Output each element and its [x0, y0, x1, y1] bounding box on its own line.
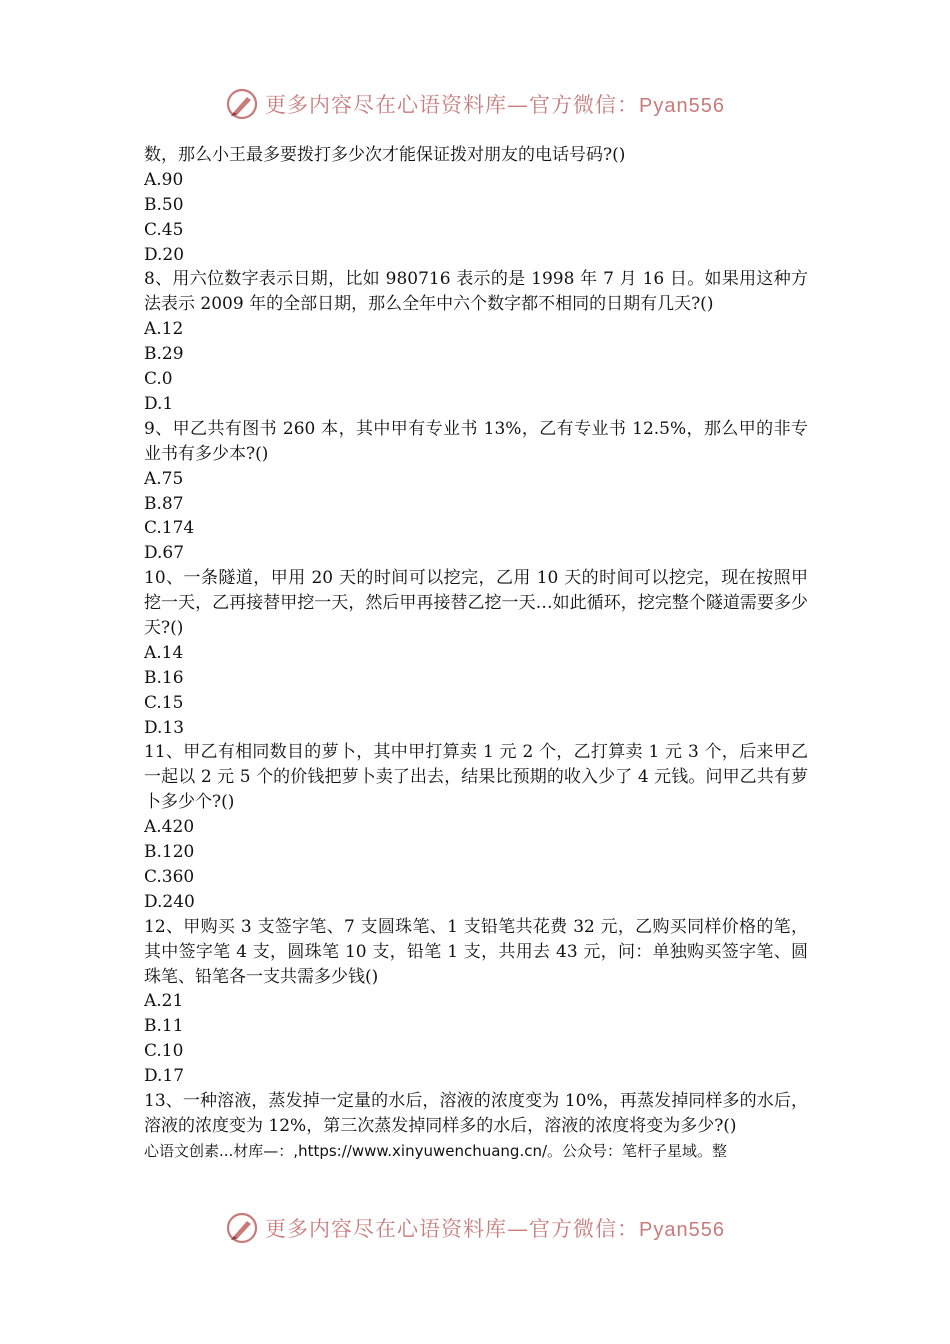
option: B.29: [144, 344, 184, 365]
pen-logo-icon: [225, 1211, 259, 1245]
option: B.120: [144, 842, 195, 863]
question-stem: 8、用六位数字表示日期，比如 980716 表示的是 1998 年 7 月 16 日。如果用这种方法表示 2009 年的全部日期，那么全年中六个数字都不相同的日期有几天?(): [144, 269, 808, 315]
option: C.0: [144, 369, 173, 390]
option: C.15: [144, 692, 184, 713]
option: A.14: [144, 642, 184, 663]
option: C.10: [144, 1041, 184, 1062]
option: D.240: [144, 891, 195, 912]
question-item: [144, 566, 808, 740]
question-item: [144, 417, 808, 566]
question-stem: 13、一种溶液，蒸发掉一定量的水后，溶液的浓度变为 10%，再蒸发掉同样多的水后，溶液的浓度变为 12%，第三次蒸发掉同样多的水后，溶液的浓度将变为多少?(): [144, 1091, 808, 1136]
option: B.50: [144, 194, 184, 215]
option: D.1: [144, 393, 174, 414]
question-stem: 10、一条隧道，甲用 20 天的时间可以挖完，乙用 10 天的时间可以挖完，现在按照甲挖一天，乙再接替甲挖一天，然后甲再接替乙挖一天…如此循环，挖完整个隧道需要多少天?(): [144, 568, 808, 639]
pen-logo-icon: [225, 87, 259, 121]
question-item: [144, 1089, 808, 1139]
question-item: [144, 740, 808, 914]
option: A.90: [144, 169, 184, 190]
question-stem-continuation: 数，那么小王最多要拨打多少次才能保证拨对朋友的电话号码?(): [144, 145, 626, 165]
option-list: [144, 168, 808, 268]
option: D.20: [144, 244, 185, 265]
option: C.45: [144, 219, 184, 240]
watermark-footer: [0, 1208, 950, 1248]
option: A.75: [144, 468, 184, 489]
option: D.67: [144, 543, 185, 564]
option: B.87: [144, 493, 184, 514]
question-item: [144, 267, 808, 416]
question-item: [144, 915, 808, 1089]
option: C.360: [144, 866, 195, 887]
option: B.11: [144, 1016, 184, 1037]
option: D.17: [144, 1066, 185, 1087]
option: A.420: [144, 817, 195, 838]
watermark-header: [0, 84, 950, 124]
option: A.21: [144, 991, 184, 1012]
option: D.13: [144, 717, 185, 738]
watermark-text: 更多内容尽在心语资料库—官方微信：Pyan556: [265, 1217, 725, 1241]
option: C.174: [144, 518, 195, 539]
option: B.16: [144, 667, 184, 688]
question-stem: 11、甲乙有相同数目的萝卜，其中甲打算卖 1 元 2 个，乙打算卖 1 元 3 个，后来甲乙一起以 2 元 5 个的价钱把萝卜卖了出去，结果比预期的收入少了 4 元钱。问甲乙共有萝卜多少个?(): [144, 742, 808, 813]
option: A.12: [144, 319, 184, 340]
source-footer: 心语文创素...材库—：,https://www.xinyuwenchuang.cn/。公众号：笔杆子星域。整: [144, 1141, 728, 1160]
watermark-text: 更多内容尽在心语资料库—官方微信：Pyan556: [265, 93, 725, 117]
document-body: [144, 143, 808, 1164]
question-stem: 9、甲乙共有图书 260 本，其中甲有专业书 13%，乙有专业书 12.5%，那么甲的非专业书有多少本?(): [144, 418, 808, 464]
question-stem: 12、甲购买 3 支签字笔、7 支圆珠笔、1 支铅笔共花费 32 元，乙购买同样价格的笔，其中签字笔 4 支，圆珠笔 10 支，铅笔 1 支，共用去 43 元，问：单独购买签字笔、圆珠笔、铅笔各一支共需多少钱(): [144, 916, 808, 987]
